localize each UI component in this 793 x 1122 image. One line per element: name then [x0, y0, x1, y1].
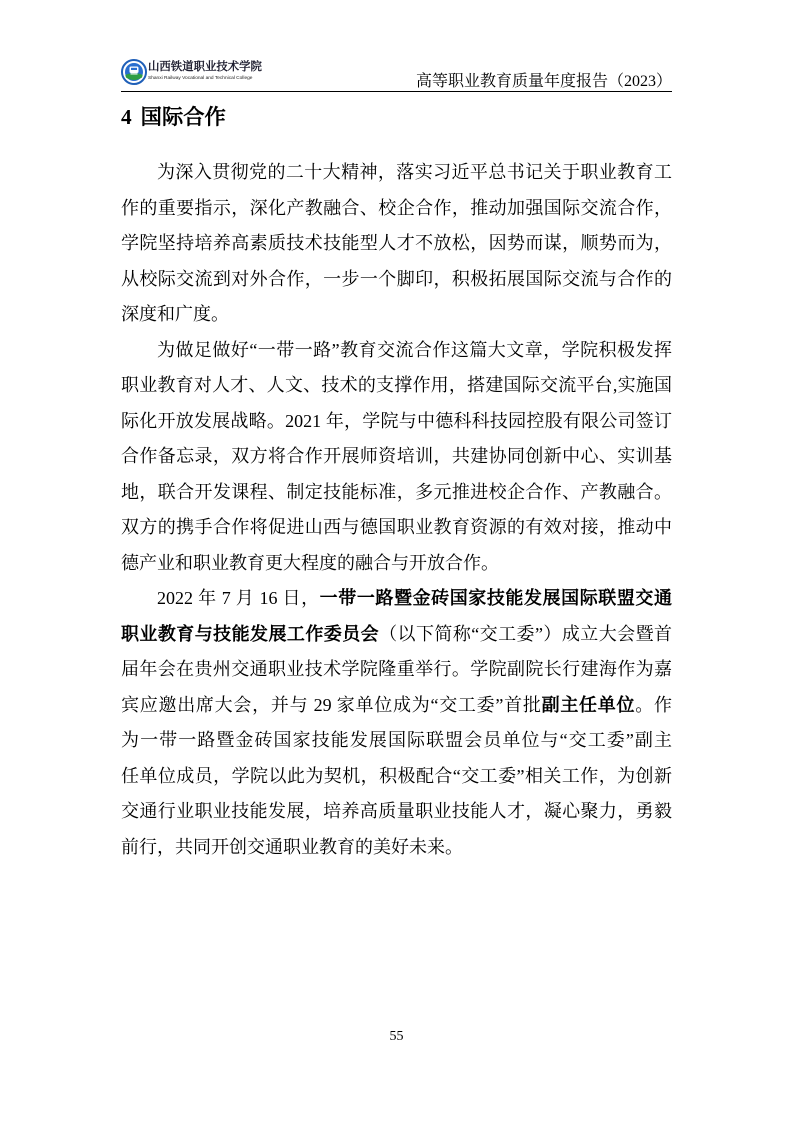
- text-line: [121, 155, 672, 191]
- text-line: [121, 510, 672, 546]
- text-segment: 双方的携手合作将促进山西与德国职业教育资源的有效对接，推动中: [121, 517, 672, 537]
- header-divider: [121, 91, 672, 92]
- text-line: [121, 191, 672, 227]
- college-logo-icon: [121, 59, 147, 85]
- logo-name-chinese: 山西铁道职业技术学院: [148, 61, 262, 73]
- section-body: [121, 155, 672, 865]
- text-segment: 学院坚持培养高素质技术技能型人才不放松，因势而谋，顺势而为，: [121, 233, 672, 253]
- text-segment: 职业教育对人才、人文、技术的支撑作用，搭建国际交流平台,实施国: [121, 375, 672, 395]
- text-segment: 为做足做好“一带一路”教育交流合作这篇大文章，学院积极发挥: [157, 339, 672, 360]
- text-line: [121, 759, 672, 795]
- text-line: [121, 368, 672, 404]
- page-number: 55: [389, 1029, 404, 1044]
- text-line: [121, 262, 672, 298]
- logo-name-english: Shanxi Railway Vocational and Technical College: [148, 75, 253, 81]
- text-line: [121, 226, 672, 262]
- report-title: 高等职业教育质量年度报告（2023）: [415, 73, 672, 90]
- text-line: [121, 830, 672, 866]
- text-segment: （以下简称“交工委”）成立大会暨首: [379, 623, 672, 644]
- text-line: [121, 617, 672, 653]
- section-title: 国际合作: [140, 105, 226, 129]
- paragraph-2: [121, 333, 672, 582]
- text-line: [121, 581, 672, 617]
- bold-text-segment: 职业教育与技能发展工作委员会: [121, 623, 380, 644]
- text-segment: 际化开放发展战略。2021 年，学院与中德科科技园控股有限公司签订: [121, 410, 672, 431]
- text-segment: 深度和广度。: [121, 304, 229, 324]
- text-line: [121, 794, 672, 830]
- text-line: [121, 475, 672, 511]
- text-segment: 德产业和职业教育更大程度的融合与开放合作。: [121, 552, 499, 573]
- text-segment: 2022 年 7 月 16 日，: [157, 588, 320, 608]
- logo-train-window: [131, 68, 137, 70]
- text-line: [121, 297, 672, 333]
- bold-text-segment: 副主任单位: [541, 694, 636, 715]
- text-segment: 。作: [635, 694, 672, 715]
- text-line: [121, 404, 672, 440]
- section-number: 4: [121, 105, 132, 129]
- text-line: [121, 546, 672, 582]
- text-line: [121, 652, 672, 688]
- text-segment: 合作备忘录，双方将合作开展师资培训，共建协同创新中心、实训基: [121, 446, 672, 466]
- paragraph-3: [121, 581, 672, 865]
- text-segment: 任单位成员，学院以此为契机，积极配合“交工委”相关工作，为创新: [121, 765, 672, 786]
- logo-train-rail: [131, 73, 138, 74]
- text-segment: 交通行业职业技能发展，培养高质量职业技能人才，凝心聚力，勇毅: [121, 801, 672, 821]
- paragraph-1: [121, 155, 672, 333]
- text-segment: 为一带一路暨金砖国家技能发展国际联盟会员单位与“交工委”副主: [121, 730, 672, 750]
- text-segment: 届年会在贵州交通职业技术学院隆重举行。学院副院长行建海作为嘉: [121, 659, 672, 679]
- text-segment: 宾应邀出席大会，并与 29 家单位成为“交工委”首批: [121, 694, 542, 715]
- text-segment: 从校际交流到对外合作，一步一个脚印，积极拓展国际交流与合作的: [121, 268, 672, 289]
- text-line: [121, 333, 672, 369]
- text-line: [121, 439, 672, 475]
- section-heading: [121, 102, 226, 132]
- text-line: [121, 723, 672, 759]
- text-segment: 前行，共同开创交通职业教育的美好未来。: [121, 836, 463, 857]
- text-segment: 作的重要指示，深化产教融合、校企合作，推动加强国际交流合作，: [121, 197, 672, 218]
- text-segment: 地，联合开发课程、制定技能标准，多元推进校企合作、产教融合。: [121, 481, 672, 502]
- text-segment: 为深入贯彻党的二十大精神，落实习近平总书记关于职业教育工: [157, 162, 672, 182]
- bold-text-segment: 一带一路暨金砖国家技能发展国际联盟交通: [319, 588, 673, 608]
- text-line: [121, 688, 672, 724]
